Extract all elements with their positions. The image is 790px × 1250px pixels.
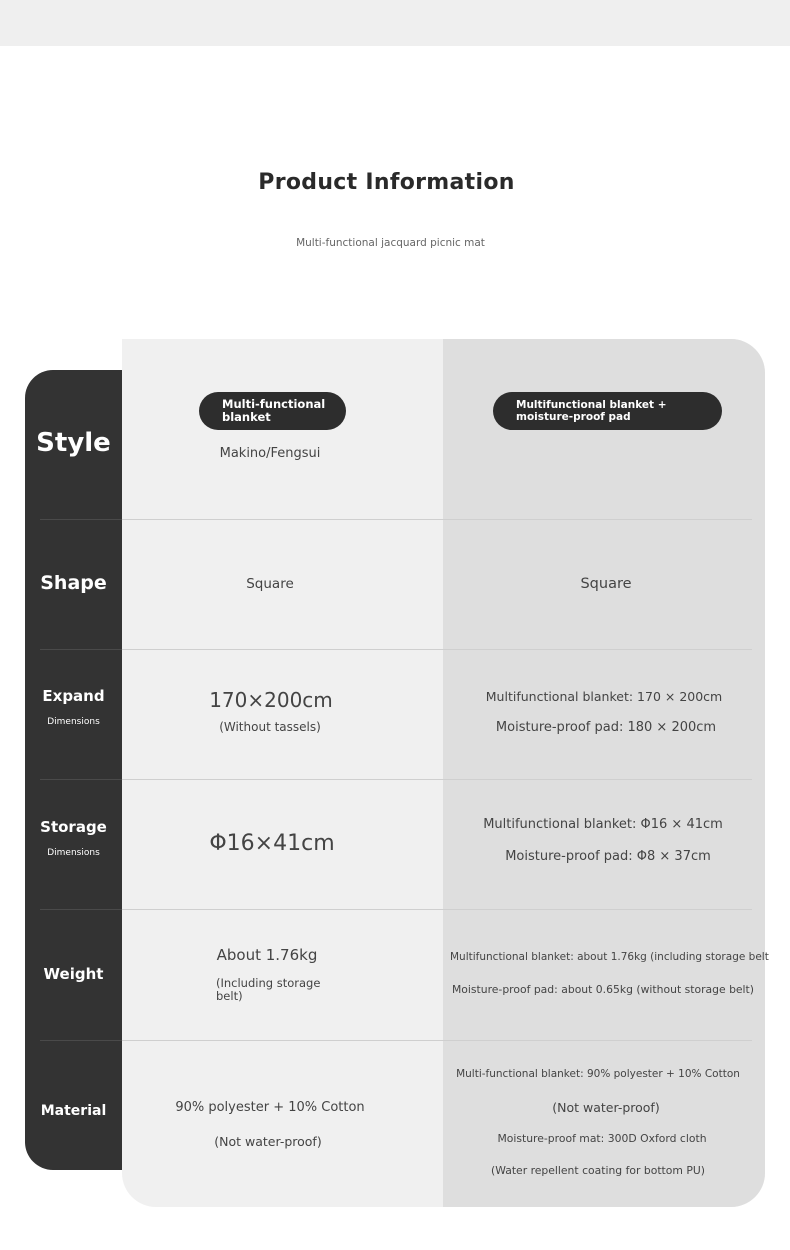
row-divider <box>40 519 752 520</box>
row-label-weight: Weight <box>43 965 104 983</box>
shape-left-value: Square <box>246 576 294 592</box>
storage-right-line-1: Multifunctional blanket: Φ16 × 41cm <box>483 817 723 832</box>
material-right-line-2: (Not water-proof) <box>552 1100 660 1115</box>
storage-left-value: Φ16×41cm <box>209 831 335 856</box>
top-bar <box>0 0 790 46</box>
row-label-shape: Shape <box>40 572 107 594</box>
material-right-line-3: Moisture-proof mat: 300D Oxford cloth <box>497 1132 707 1145</box>
row-label-style: Style <box>36 428 111 458</box>
style-left-value: Makino/Fengsui <box>219 446 321 461</box>
material-left-line-1: 90% polyester + 10% Cotton <box>175 1100 365 1115</box>
weight-right-line-2: Moisture-proof pad: about 0.65kg (without storage belt) <box>451 983 755 996</box>
shape-right-value: Square <box>580 576 632 592</box>
row-label-material: Material <box>40 1103 107 1119</box>
row-label-expand: Expand Dimensions <box>42 687 105 727</box>
page-subtitle: Multi-functional jacquard picnic mat <box>296 237 485 249</box>
expand-right-line-2: Moisture-proof pad: 180 × 200cm <box>495 720 717 735</box>
expand-left-note: (Without tassels) <box>219 720 321 734</box>
page-title: Product Information <box>258 170 515 195</box>
weight-right-line-1: Multifunctional blanket: about 1.76kg (including storage belt <box>450 951 769 963</box>
row-divider <box>40 779 752 780</box>
column-badge-multi-functional-blanket: Multi-functional blanket <box>199 392 346 430</box>
material-right-line-4: (Water repellent coating for bottom PU) <box>491 1164 705 1177</box>
column-badge-blanket-plus-pad: Multifunctional blanket + moisture-proof pad <box>493 392 722 430</box>
material-right-line-1: Multi-functional blanket: 90% polyester + 10% Cotton <box>456 1068 740 1080</box>
row-divider <box>40 649 752 650</box>
row-divider <box>40 1040 752 1041</box>
row-label-storage: Storage Dimensions <box>40 818 107 858</box>
weight-left-note: (Including storage belt) <box>216 976 321 1003</box>
row-divider <box>40 909 752 910</box>
expand-right-line-1: Multifunctional blanket: 170 × 200cm <box>485 689 723 704</box>
row-label-column <box>25 370 122 1170</box>
storage-right-line-2: Moisture-proof pad: Φ8 × 37cm <box>505 849 711 864</box>
expand-left-value: 170×200cm <box>209 688 333 712</box>
weight-left-value: About 1.76kg <box>216 946 318 964</box>
material-left-line-2: (Not water-proof) <box>214 1134 322 1149</box>
